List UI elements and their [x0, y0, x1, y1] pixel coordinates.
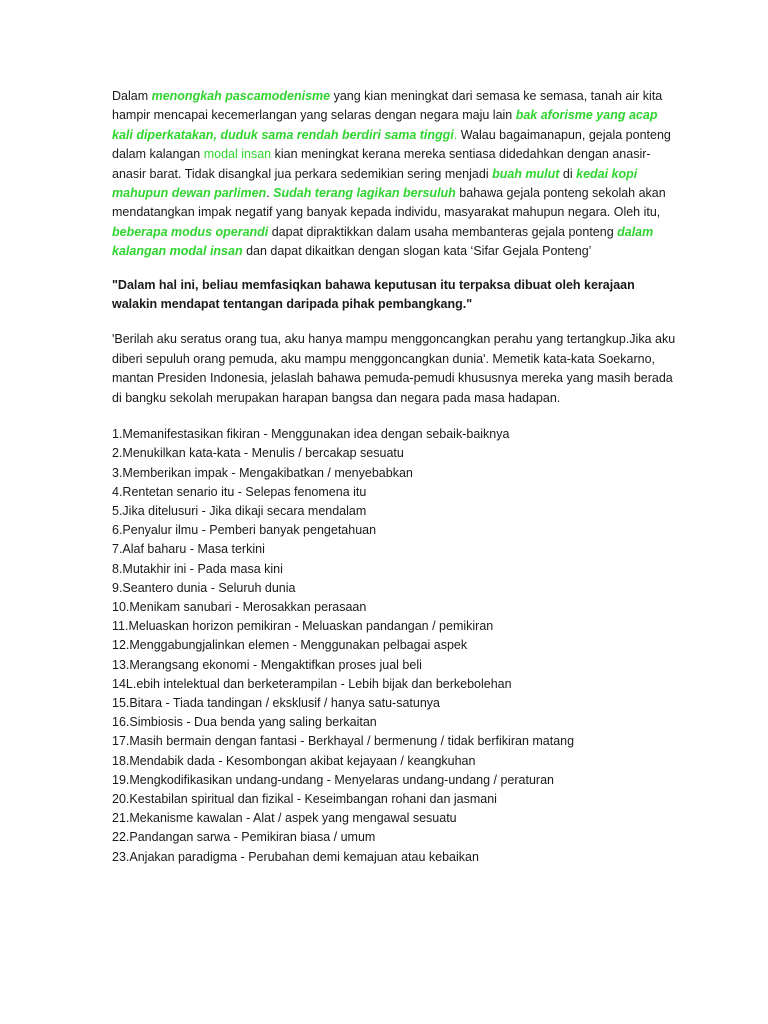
intro-segment: . [266, 186, 274, 201]
list-item: 9.Seantero dunia - Seluruh dunia [112, 580, 296, 595]
list-item: 1.Memanifestasikan fikiran - Menggunakan idea dengan sebaik-baiknya [112, 427, 510, 442]
intro-segment: Walau bagaimanapun, gejala ponteng dalam kalangan [112, 127, 671, 162]
list-item: 11.Meluaskan horizon pemikiran - Meluaskan pandangan / pemikiran [112, 619, 494, 634]
list-item: 5.Jika ditelusuri - Jika dikaji secara mendalam [112, 503, 367, 518]
intro-segment: bahawa gejala ponteng sekolah akan mendatangkan impak negatif yang banyak kepada individu, masyarakat mahupun negara. Oleh itu, [112, 186, 666, 220]
list-item: 10.Menikam sanubari - Merosakkan perasaan [112, 599, 367, 614]
intro-segment: Dalam [112, 89, 152, 103]
quote-paragraph: "Dalam hal ini, beliau memfasiqkan bahawa keputusan itu terpaksa dibuat oleh kerajaan walakin mendapat tentangan daripada pihak pembangkang." [112, 277, 635, 312]
list-item: 18.Mendabik dada - Kesombongan akibat kejayaan / keangkuhan [112, 753, 476, 768]
highlighted-phrase: bak aforisme yang acap kali diperkatakan, duduk sama rendah berdiri sama tinggi [112, 108, 658, 142]
list-item: 15.Bitara - Tiada tandingan / eksklusif / hanya satu-satunya [112, 695, 440, 710]
list-item: 17.Masih bermain dengan fantasi - Berkhayal / bermenung / tidak berfikiran matang [112, 734, 575, 749]
intro-paragraph [112, 87, 676, 262]
intro-segment: dan dapat dikaitkan dengan slogan kata ‘Sifar Gejala Ponteng’ [242, 244, 592, 259]
highlighted-term: modal insan [203, 147, 272, 162]
intro-segment: yang kian meningkat dari semasa ke semasa, tanah air kita hampir mencapai kecemerlangan yang selaras dengan negara maju lain [112, 89, 663, 123]
intro-segment: di [559, 166, 577, 181]
list-item: 14L.ebih intelektual dan berketerampilan - Lebih bijak dan berkebolehan [112, 676, 512, 691]
list-item: 19.Mengkodifikasikan undang-undang - Menyelaras undang-undang / peraturan [112, 772, 554, 787]
highlighted-phrase: menongkah pascamodenisme [151, 89, 331, 103]
list-item: 4.Rentetan senario itu - Selepas fenomena itu [112, 484, 367, 499]
highlighted-phrase: Sudah terang lagikan bersuluh [273, 186, 456, 201]
list-item: 13.Merangsang ekonomi - Mengaktifkan proses jual beli [112, 657, 422, 672]
list-item: 3.Memberikan impak - Mengakibatkan / menyebabkan [112, 465, 413, 480]
list-item: 22.Pandangan sarwa - Pemikiran biasa / umum [112, 830, 376, 845]
list-item: 21.Mekanisme kawalan - Alat / aspek yang mengawal sesuatu [112, 811, 457, 826]
list-item: 12.Menggabungjalinkan elemen - Menggunakan pelbagai aspek [112, 638, 468, 653]
highlighted-period: . [453, 127, 458, 142]
list-item: 8.Mutakhir ini - Pada masa kini [112, 561, 283, 576]
highlighted-phrase: dalam kalangan modal insan [112, 224, 654, 259]
list-item: 2.Menukilkan kata-kata - Menulis / bercakap sesuatu [112, 446, 404, 461]
intro-segment: dapat dipraktikkan dalam usaha membanteras gejala ponteng [268, 224, 618, 239]
list-item: 20.Kestabilan spiritual dan fizikal - Keseimbangan rohani dan jasmani [112, 791, 497, 806]
intro-segment: kian meningkat kerana mereka sentiasa didedahkan dengan anasir-anasir barat. Tidak disangkal jua perkara sedemikian sering menjadi [112, 147, 651, 181]
highlighted-phrase: buah mulut [492, 166, 560, 181]
list-item: 23.Anjakan paradigma - Perubahan demi kemajuan atau kebaikan [112, 849, 479, 864]
list-item: 7.Alaf baharu - Masa terkini [112, 542, 265, 557]
soekarno-paragraph: 'Berilah aku seratus orang tua, aku hanya mampu menggoncangkan perahu yang tertangkup.Jika aku diberi sepuluh orang pemuda, aku mampu menggoncangkan dunia'. Memetik kata-kata Soekarno, mantan Presiden Indonesia, jelaslah bahawa pemuda-pemudi khususnya mereka yang masih berada di bangku sekolah merupakan harapan bangsa dan negara pada masa hadapan. [112, 332, 676, 405]
highlighted-phrase: beberapa modus operandi [112, 224, 269, 239]
list-item: 16.Simbiosis - Dua benda yang saling berkaitan [112, 715, 377, 730]
highlighted-phrase: kedai kopi mahupun dewan parlimen [112, 166, 638, 201]
phrase-list [112, 425, 676, 867]
list-item: 6.Penyalur ilmu - Pemberi banyak pengetahuan [112, 523, 377, 538]
